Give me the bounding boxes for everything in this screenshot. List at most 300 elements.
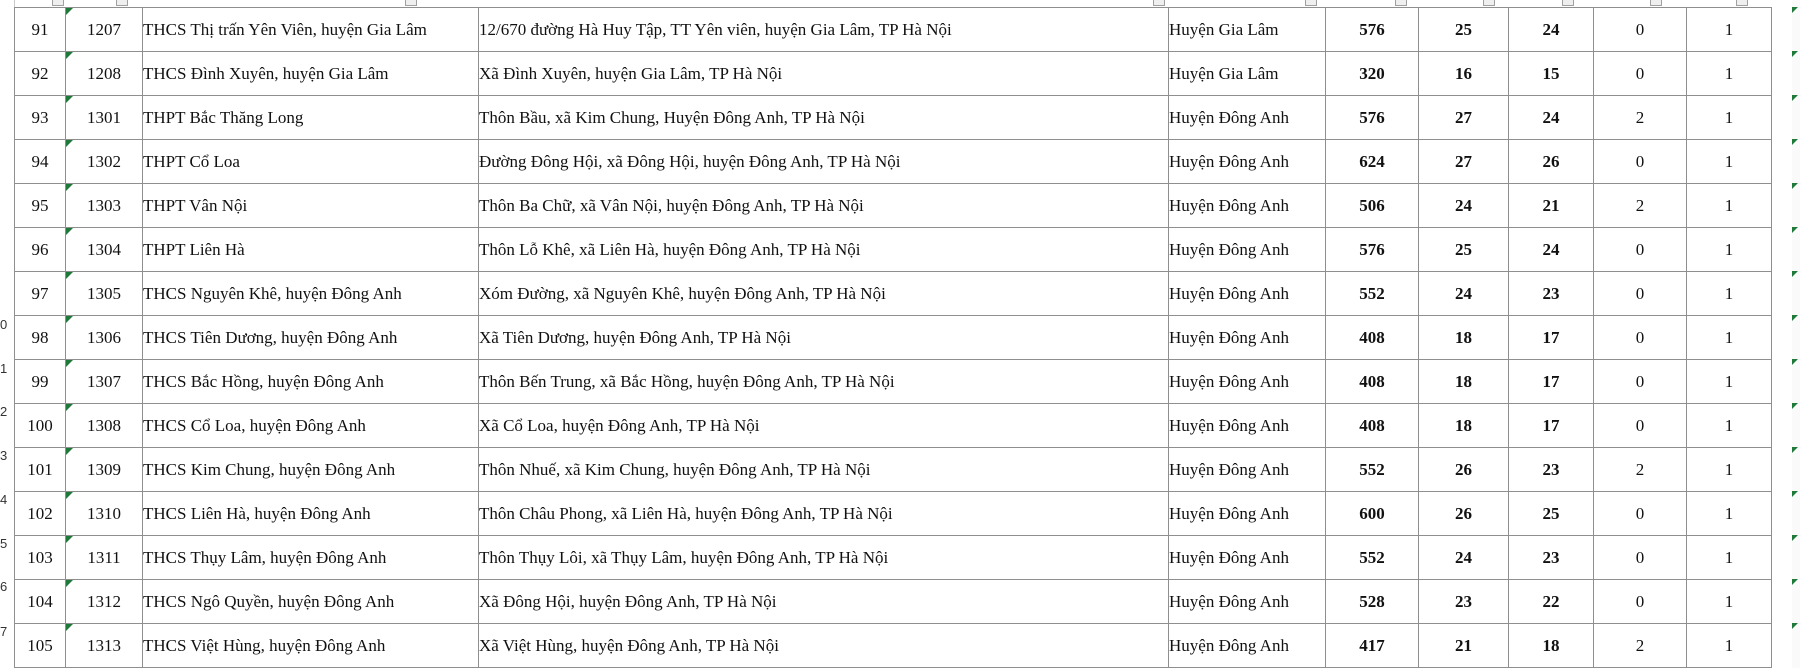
cell-total[interactable]	[1326, 140, 1419, 184]
cell-text: 1	[1724, 283, 1734, 303]
cell-stt[interactable]	[15, 580, 66, 624]
cell-code[interactable]	[66, 404, 143, 448]
number-as-text-warning-icon	[66, 272, 73, 279]
cell-c[interactable]	[1594, 360, 1687, 404]
cell-total[interactable]	[1326, 492, 1419, 536]
cell-text: Huyện Đông Anh	[1169, 547, 1289, 567]
cell-a[interactable]	[1419, 272, 1509, 316]
cell-d[interactable]	[1687, 404, 1772, 448]
cell-text: 0	[1635, 415, 1645, 435]
cell-text: 1304	[87, 239, 121, 259]
data-table	[14, 7, 1772, 668]
cell-warning-icon	[1792, 491, 1798, 497]
cell-text: 99	[31, 371, 49, 391]
cell-code[interactable]	[66, 360, 143, 404]
number-as-text-warning-icon	[66, 492, 73, 499]
cell-c[interactable]	[1594, 448, 1687, 492]
cell-district[interactable]	[1169, 8, 1326, 52]
cell-c[interactable]	[1594, 492, 1687, 536]
cell-text: 24	[1455, 547, 1472, 567]
cell-b[interactable]	[1509, 184, 1594, 228]
cell-text: Huyện Gia Lâm	[1169, 63, 1279, 83]
cell-stt[interactable]	[15, 228, 66, 272]
cell-d[interactable]	[1687, 8, 1772, 52]
cell-text: 15	[1542, 63, 1560, 83]
cell-text: 0	[1635, 327, 1645, 347]
cell-c[interactable]	[1594, 228, 1687, 272]
cell-district[interactable]	[1169, 140, 1326, 184]
table-row	[15, 140, 1772, 184]
filter-button[interactable]	[1395, 0, 1407, 6]
cell-stt[interactable]	[15, 184, 66, 228]
cell-code[interactable]	[66, 492, 143, 536]
cell-text: 576	[1359, 107, 1385, 127]
cell-text: THCS Thị trấn Yên Viên, huyện Gia Lâm	[143, 19, 427, 39]
cell-text: Xã Tiên Dương, huyện Đông Anh, TP Hà Nội	[479, 327, 791, 347]
table-row	[15, 184, 1772, 228]
cell-text: 576	[1359, 19, 1385, 39]
cell-d[interactable]	[1687, 316, 1772, 360]
cell-text: 27	[1455, 107, 1472, 127]
cell-text: 1307	[87, 371, 121, 391]
cell-b[interactable]	[1509, 316, 1594, 360]
cell-text: Thôn Bầu, xã Kim Chung, Huyện Đông Anh, TP Hà Nội	[479, 107, 865, 127]
cell-text: 1	[1724, 371, 1734, 391]
cell-a[interactable]	[1419, 624, 1509, 668]
cell-text: Xóm Đường, xã Nguyên Khê, huyện Đông Anh, TP Hà Nội	[479, 283, 886, 303]
cell-text: 1	[1724, 151, 1734, 171]
cell-a[interactable]	[1419, 492, 1509, 536]
number-as-text-warning-icon	[66, 536, 73, 543]
cell-total[interactable]	[1326, 624, 1419, 668]
table-row	[15, 96, 1772, 140]
cell-d[interactable]	[1687, 184, 1772, 228]
filter-button[interactable]	[52, 0, 64, 6]
cell-name[interactable]	[143, 140, 479, 184]
cell-district[interactable]	[1169, 492, 1326, 536]
cell-total[interactable]	[1326, 96, 1419, 140]
cell-text: 0	[1635, 547, 1645, 567]
cell-d[interactable]	[1687, 580, 1772, 624]
cell-b[interactable]	[1509, 404, 1594, 448]
cell-address[interactable]	[479, 492, 1169, 536]
cell-b[interactable]	[1509, 96, 1594, 140]
cell-a[interactable]	[1419, 404, 1509, 448]
cell-text: 1311	[87, 547, 121, 567]
cell-c[interactable]	[1594, 140, 1687, 184]
cell-c[interactable]	[1594, 580, 1687, 624]
cell-name[interactable]	[143, 404, 479, 448]
cell-text: 104	[27, 591, 53, 611]
cell-code[interactable]	[66, 52, 143, 96]
cell-text: 1	[1724, 327, 1734, 347]
filter-button[interactable]	[1153, 0, 1165, 6]
cell-text: THCS Thụy Lâm, huyện Đông Anh	[143, 547, 387, 567]
cell-district[interactable]	[1169, 52, 1326, 96]
cell-text: 417	[1359, 635, 1385, 655]
cell-address[interactable]	[479, 272, 1169, 316]
cell-name[interactable]	[143, 624, 479, 668]
number-as-text-warning-icon	[66, 360, 73, 367]
cell-address[interactable]	[479, 448, 1169, 492]
row-header-label[interactable]: 3	[0, 448, 8, 463]
cell-c[interactable]	[1594, 624, 1687, 668]
cell-text: 21	[1455, 635, 1472, 655]
cell-text: 26	[1455, 503, 1472, 523]
cell-district[interactable]	[1169, 624, 1326, 668]
cell-text: THCS Nguyên Khê, huyện Đông Anh	[143, 283, 402, 303]
cell-text: Huyện Đông Anh	[1169, 327, 1289, 347]
cell-address[interactable]	[479, 580, 1169, 624]
cell-b[interactable]	[1509, 624, 1594, 668]
cell-c[interactable]	[1594, 52, 1687, 96]
cell-d[interactable]	[1687, 624, 1772, 668]
cell-c[interactable]	[1594, 536, 1687, 580]
cell-total[interactable]	[1326, 404, 1419, 448]
cell-stt[interactable]	[15, 52, 66, 96]
cell-text: 23	[1542, 283, 1560, 303]
cell-name[interactable]	[143, 52, 479, 96]
cell-text: THCS Tiên Dương, huyện Đông Anh	[143, 327, 398, 347]
cell-warning-icon	[1792, 227, 1798, 233]
cell-c[interactable]	[1594, 272, 1687, 316]
cell-text: 0	[1635, 371, 1645, 391]
cell-address[interactable]	[479, 316, 1169, 360]
cell-warning-icon	[1792, 51, 1798, 57]
cell-text: 1305	[87, 283, 121, 303]
cell-text: 624	[1359, 151, 1385, 171]
cell-total[interactable]	[1326, 360, 1419, 404]
number-as-text-warning-icon	[66, 184, 73, 191]
cell-stt[interactable]	[15, 448, 66, 492]
cell-text: 25	[1542, 503, 1560, 523]
cell-stt[interactable]	[15, 492, 66, 536]
row-header-label[interactable]: 5	[0, 536, 8, 551]
cell-c[interactable]	[1594, 404, 1687, 448]
cell-text: 103	[27, 547, 53, 567]
cell-c[interactable]	[1594, 316, 1687, 360]
cell-a[interactable]	[1419, 580, 1509, 624]
cell-text: Thôn Nhuế, xã Kim Chung, huyện Đông Anh, TP Hà Nội	[479, 459, 871, 479]
cell-b[interactable]	[1509, 8, 1594, 52]
cell-text: 91	[31, 19, 49, 39]
cell-district[interactable]	[1169, 272, 1326, 316]
cell-c[interactable]	[1594, 96, 1687, 140]
cell-a[interactable]	[1419, 140, 1509, 184]
cell-text: 2	[1635, 195, 1645, 215]
cell-text: Xã Đông Hội, huyện Đông Anh, TP Hà Nội	[479, 591, 777, 611]
cell-code[interactable]	[66, 536, 143, 580]
cell-text: Huyện Đông Anh	[1169, 239, 1289, 259]
cell-address[interactable]	[479, 624, 1169, 668]
cell-text: 1	[1724, 547, 1734, 567]
cell-stt[interactable]	[15, 404, 66, 448]
cell-text: 100	[27, 415, 53, 435]
filter-button[interactable]	[1305, 0, 1317, 6]
table-row	[15, 492, 1772, 536]
cell-stt[interactable]	[15, 272, 66, 316]
row-header-label[interactable]: 2	[0, 404, 8, 419]
row-header-label[interactable]: 1	[0, 361, 8, 376]
cell-name[interactable]	[143, 448, 479, 492]
cell-address[interactable]	[479, 8, 1169, 52]
cell-text: 576	[1359, 239, 1385, 259]
cell-text: 1308	[87, 415, 121, 435]
cell-address[interactable]	[479, 228, 1169, 272]
cell-text: Xã Đình Xuyên, huyện Gia Lâm, TP Hà Nội	[479, 63, 783, 83]
cell-text: 2	[1635, 107, 1645, 127]
number-as-text-warning-icon	[66, 316, 73, 323]
cell-text: 22	[1542, 591, 1560, 611]
cell-name[interactable]	[143, 536, 479, 580]
cell-text: 2	[1635, 635, 1645, 655]
cell-name[interactable]	[143, 8, 479, 52]
table-row	[15, 448, 1772, 492]
cell-text: 25	[1455, 239, 1472, 259]
right-edge-strip	[1792, 0, 1800, 668]
cell-total[interactable]	[1326, 580, 1419, 624]
cell-total[interactable]	[1326, 272, 1419, 316]
row-header-label[interactable]: 4	[0, 492, 8, 507]
cell-b[interactable]	[1509, 228, 1594, 272]
cell-b[interactable]	[1509, 580, 1594, 624]
cell-address[interactable]	[479, 184, 1169, 228]
filter-button[interactable]	[1483, 0, 1495, 6]
cell-a[interactable]	[1419, 52, 1509, 96]
table-row	[15, 52, 1772, 96]
cell-d[interactable]	[1687, 272, 1772, 316]
cell-text: 1	[1724, 195, 1734, 215]
cell-text: 1	[1724, 459, 1734, 479]
cell-total[interactable]	[1326, 448, 1419, 492]
cell-district[interactable]	[1169, 360, 1326, 404]
cell-total[interactable]	[1326, 228, 1419, 272]
cell-b[interactable]	[1509, 492, 1594, 536]
cell-code[interactable]	[66, 184, 143, 228]
cell-district[interactable]	[1169, 228, 1326, 272]
cell-text: Huyện Đông Anh	[1169, 151, 1289, 171]
cell-name[interactable]	[143, 580, 479, 624]
cell-name[interactable]	[143, 184, 479, 228]
cell-warning-icon	[1792, 139, 1798, 145]
cell-b[interactable]	[1509, 52, 1594, 96]
cell-text: 320	[1359, 63, 1385, 83]
cell-c[interactable]	[1594, 8, 1687, 52]
cell-text: THCS Ngô Quyền, huyện Đông Anh	[143, 591, 395, 611]
cell-a[interactable]	[1419, 96, 1509, 140]
cell-text: 1312	[87, 591, 121, 611]
table-row	[15, 8, 1772, 52]
cell-text: 1	[1724, 107, 1734, 127]
cell-text: 0	[1635, 283, 1645, 303]
cell-name[interactable]	[143, 96, 479, 140]
cell-stt[interactable]	[15, 8, 66, 52]
cell-text: Thôn Ba Chữ, xã Vân Nội, huyện Đông Anh, TP Hà Nội	[479, 195, 864, 215]
cell-text: 23	[1542, 459, 1560, 479]
cell-address[interactable]	[479, 140, 1169, 184]
cell-text: 93	[31, 107, 49, 127]
cell-text: 18	[1455, 415, 1472, 435]
cell-code[interactable]	[66, 228, 143, 272]
cell-address[interactable]	[479, 536, 1169, 580]
cell-text: Huyện Đông Anh	[1169, 195, 1289, 215]
cell-text: 552	[1359, 459, 1385, 479]
cell-name[interactable]	[143, 272, 479, 316]
cell-code[interactable]	[66, 316, 143, 360]
row-header-label[interactable]: 7	[0, 624, 8, 639]
cell-c[interactable]	[1594, 184, 1687, 228]
cell-total[interactable]	[1326, 52, 1419, 96]
cell-total[interactable]	[1326, 316, 1419, 360]
table-row	[15, 360, 1772, 404]
row-header-label[interactable]: 0	[0, 317, 8, 332]
cell-stt[interactable]	[15, 96, 66, 140]
cell-text: Thôn Lỗ Khê, xã Liên Hà, huyện Đông Anh, TP Hà Nội	[479, 239, 861, 259]
cell-district[interactable]	[1169, 580, 1326, 624]
cell-district[interactable]	[1169, 536, 1326, 580]
cell-warning-icon	[1792, 183, 1798, 189]
cell-stt[interactable]	[15, 536, 66, 580]
cell-name[interactable]	[143, 360, 479, 404]
cell-d[interactable]	[1687, 448, 1772, 492]
table-row	[15, 536, 1772, 580]
cell-b[interactable]	[1509, 360, 1594, 404]
cell-warning-icon	[1792, 623, 1798, 629]
cell-text: Thôn Châu Phong, xã Liên Hà, huyện Đông Anh, TP Hà Nội	[479, 503, 893, 523]
cell-total[interactable]	[1326, 8, 1419, 52]
cell-text: 1306	[87, 327, 121, 347]
cell-text: 1208	[87, 63, 121, 83]
cell-code[interactable]	[66, 624, 143, 668]
cell-d[interactable]	[1687, 536, 1772, 580]
cell-code[interactable]	[66, 580, 143, 624]
number-as-text-warning-icon	[66, 52, 73, 59]
cell-code[interactable]	[66, 140, 143, 184]
filter-button[interactable]	[405, 0, 417, 6]
cell-name[interactable]	[143, 228, 479, 272]
table-row	[15, 316, 1772, 360]
filter-button[interactable]	[116, 0, 128, 6]
cell-district[interactable]	[1169, 184, 1326, 228]
cell-text: 18	[1455, 371, 1472, 391]
cell-a[interactable]	[1419, 316, 1509, 360]
cell-text: 528	[1359, 591, 1385, 611]
cell-address[interactable]	[479, 404, 1169, 448]
cell-address[interactable]	[479, 360, 1169, 404]
cell-total[interactable]	[1326, 184, 1419, 228]
cell-text: 17	[1542, 371, 1560, 391]
cell-d[interactable]	[1687, 492, 1772, 536]
cell-district[interactable]	[1169, 96, 1326, 140]
cell-district[interactable]	[1169, 316, 1326, 360]
cell-total[interactable]	[1326, 536, 1419, 580]
cell-stt[interactable]	[15, 360, 66, 404]
cell-text: 0	[1635, 503, 1645, 523]
cell-text: 96	[31, 239, 49, 259]
cell-warning-icon	[1792, 315, 1798, 321]
cell-a[interactable]	[1419, 8, 1509, 52]
cell-d[interactable]	[1687, 96, 1772, 140]
table-row	[15, 228, 1772, 272]
row-header-label[interactable]: 6	[0, 579, 8, 594]
cell-code[interactable]	[66, 448, 143, 492]
cell-text: Đường Đông Hội, xã Đông Hội, huyện Đông Anh, TP Hà Nội	[479, 151, 901, 171]
cell-stt[interactable]	[15, 140, 66, 184]
cell-text: 1	[1724, 415, 1734, 435]
cell-a[interactable]	[1419, 228, 1509, 272]
cell-b[interactable]	[1509, 536, 1594, 580]
cell-address[interactable]	[479, 96, 1169, 140]
table-row	[15, 404, 1772, 448]
cell-b[interactable]	[1509, 272, 1594, 316]
filter-button[interactable]	[1562, 0, 1574, 6]
cell-text: Xã Việt Hùng, huyện Đông Anh, TP Hà Nội	[479, 635, 779, 655]
cell-warning-icon	[1792, 95, 1798, 101]
cell-text: Thôn Thụy Lôi, xã Thụy Lâm, huyện Đông Anh, TP Hà Nội	[479, 547, 889, 567]
cell-text: 1313	[87, 635, 121, 655]
cell-text: 1	[1724, 503, 1734, 523]
cell-text: 0	[1635, 591, 1645, 611]
cell-b[interactable]	[1509, 140, 1594, 184]
cell-code[interactable]	[66, 272, 143, 316]
cell-a[interactable]	[1419, 536, 1509, 580]
cell-a[interactable]	[1419, 448, 1509, 492]
table-row	[15, 624, 1772, 668]
cell-district[interactable]	[1169, 448, 1326, 492]
cell-code[interactable]	[66, 96, 143, 140]
cell-text: 408	[1359, 327, 1385, 347]
cell-text: THPT Cổ Loa	[143, 151, 240, 171]
cell-text: 24	[1455, 283, 1472, 303]
cell-b[interactable]	[1509, 448, 1594, 492]
number-as-text-warning-icon	[66, 404, 73, 411]
cell-text: 21	[1542, 195, 1560, 215]
cell-name[interactable]	[143, 316, 479, 360]
cell-a[interactable]	[1419, 184, 1509, 228]
cell-text: 506	[1359, 195, 1385, 215]
cell-code[interactable]	[66, 8, 143, 52]
cell-text: 2	[1635, 459, 1645, 479]
cell-text: Huyện Đông Anh	[1169, 283, 1289, 303]
cell-stt[interactable]	[15, 624, 66, 668]
cell-text: 408	[1359, 371, 1385, 391]
cell-text: 18	[1455, 327, 1472, 347]
cell-stt[interactable]	[15, 316, 66, 360]
cell-text: 1	[1724, 63, 1734, 83]
cell-address[interactable]	[479, 52, 1169, 96]
cell-text: Xã Cổ Loa, huyện Đông Anh, TP Hà Nội	[479, 415, 760, 435]
cell-text: 95	[31, 195, 49, 215]
number-as-text-warning-icon	[66, 624, 73, 631]
cell-text: THPT Vân Nội	[143, 195, 248, 215]
cell-d[interactable]	[1687, 228, 1772, 272]
cell-text: 102	[27, 503, 53, 523]
cell-name[interactable]	[143, 492, 479, 536]
cell-d[interactable]	[1687, 52, 1772, 96]
cell-text: 1207	[87, 19, 121, 39]
cell-district[interactable]	[1169, 404, 1326, 448]
cell-a[interactable]	[1419, 360, 1509, 404]
cell-text: 97	[31, 283, 49, 303]
cell-text: 23	[1455, 591, 1472, 611]
cell-d[interactable]	[1687, 360, 1772, 404]
cell-text: THCS Liên Hà, huyện Đông Anh	[143, 503, 371, 523]
cell-text: 16	[1455, 63, 1472, 83]
filter-button[interactable]	[1736, 0, 1748, 6]
cell-d[interactable]	[1687, 140, 1772, 184]
filter-button[interactable]	[1650, 0, 1662, 6]
number-as-text-warning-icon	[66, 448, 73, 455]
